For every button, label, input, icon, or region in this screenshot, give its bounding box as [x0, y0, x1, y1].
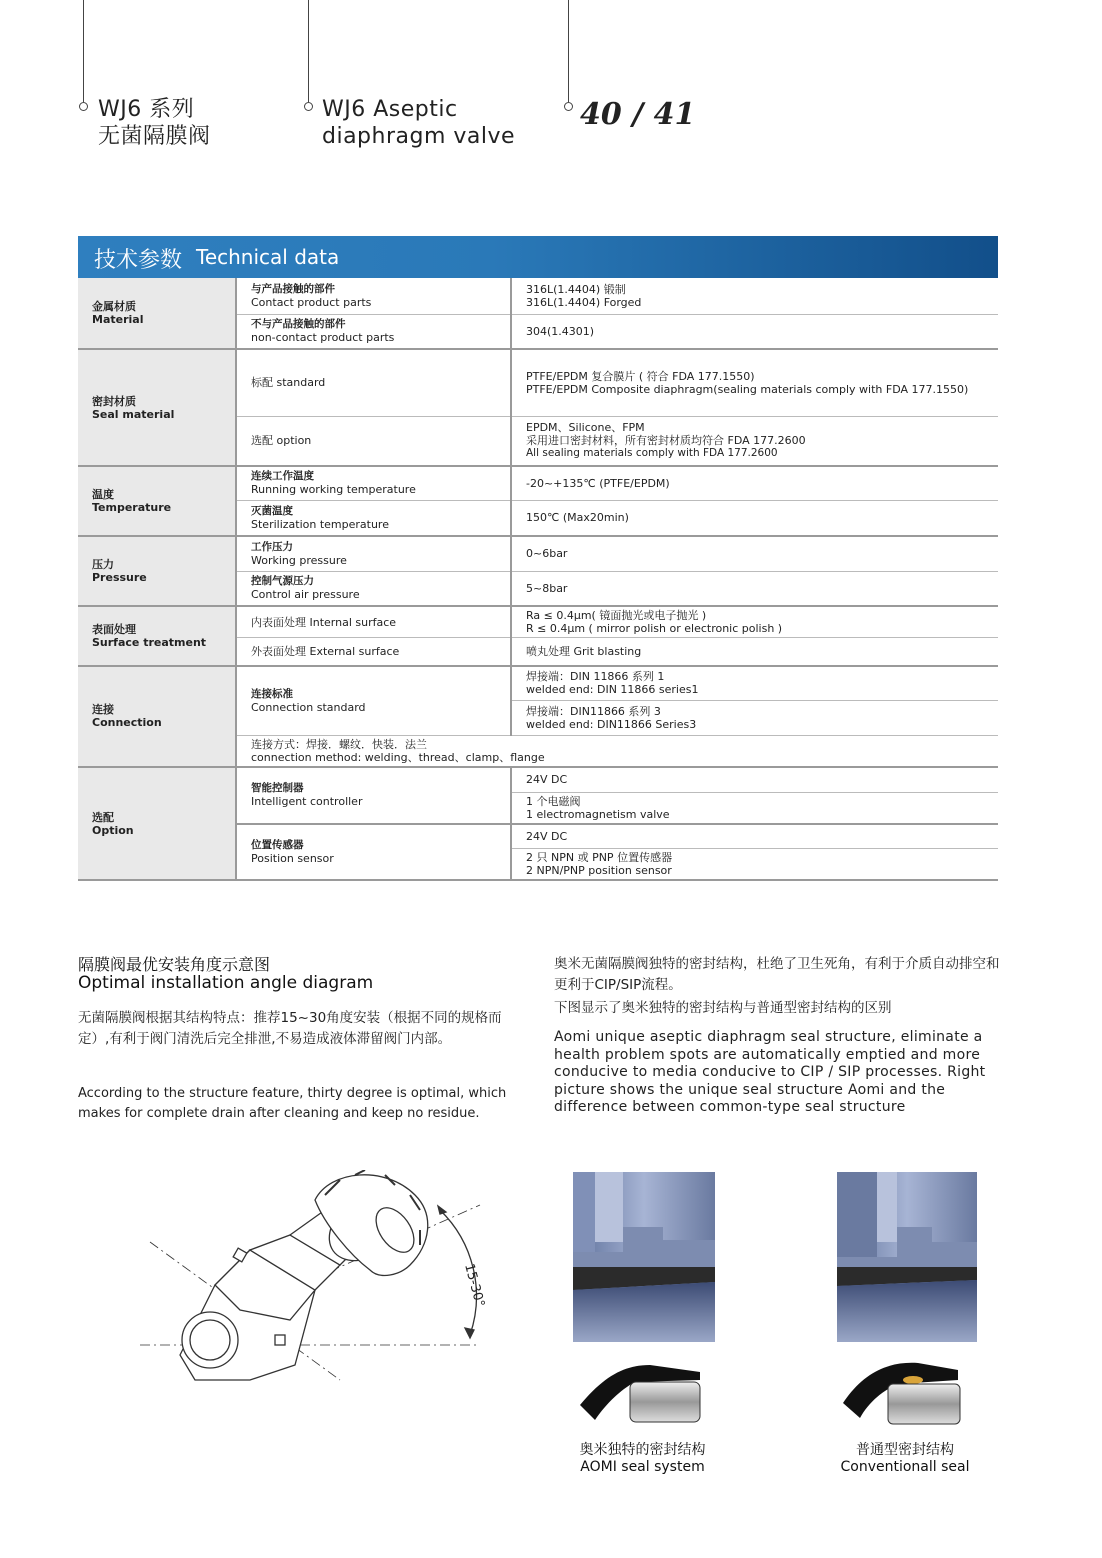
param-cell: 外表面处理 External surface — [236, 638, 511, 666]
param-cell: 内表面处理 Internal surface — [236, 606, 511, 638]
technical-data-banner — [78, 236, 998, 278]
right-paragraph-cn-1: 奥米无菌隔膜阀独特的密封结构，杜绝了卫生死角，有利于介质自动排空和更利于CIP/SIP流程。 — [554, 956, 1000, 993]
row-label-seal: 密封材质 Seal material — [78, 349, 236, 466]
header-dot-2 — [304, 102, 313, 111]
aomi-seal-cross-section — [573, 1172, 715, 1342]
connection-method-cell: 连接方式：焊接．螺纹．快装．法兰 connection method: welding、thread、clamp、flange — [236, 736, 998, 768]
param-cell: 选配 option — [236, 416, 511, 466]
aomi-seal-detail — [575, 1360, 705, 1425]
value-cell: 喷丸处理 Grit blasting — [511, 638, 998, 666]
value-cell: 1 个电磁阀 1 electromagnetism valve — [511, 792, 998, 824]
value-cell: 24V DC — [511, 824, 998, 849]
param-cell: 标配 standard — [236, 349, 511, 416]
param-cell: 连接标准 Connection standard — [236, 666, 511, 736]
row-label-connection: 连接 Connection — [78, 666, 236, 768]
angle-label: 15-30° — [461, 1262, 488, 1309]
row-label-surface: 表面处理 Surface treatment — [78, 606, 236, 666]
value-cell: -20~+135℃ (PTFE/EPDM) — [511, 466, 998, 500]
conventional-seal-caption: 普通型密封结构 Conventionall seal — [840, 1442, 970, 1475]
value-cell: 焊接端：DIN 11866 系列 1 welded end: DIN 11866 series1 — [511, 666, 998, 701]
value-cell: EPDM、Silicone、FPM 采用进口密封材料，所有密封材质均符合 FDA 177.2600 All sealing materials comply with FDA 177.2600 — [511, 416, 998, 466]
value-cell: Ra ≤ 0.4μm( 镜面抛光或电子抛光 ) R ≤ 0.4μm ( mirror polish or electronic polish ) — [511, 606, 998, 638]
header-line-1 — [83, 0, 84, 102]
row-label-pressure: 压力 Pressure — [78, 536, 236, 606]
header-line-2 — [308, 0, 309, 102]
right-paragraph-cn-2: 下图显示了奥米独特的密封结构与普通型密封结构的区别 — [554, 1000, 892, 1016]
param-cell: 灭菌温度 Sterilization temperature — [236, 500, 511, 536]
value-cell: 316L(1.4404) 锻制 316L(1.4404) Forged — [511, 278, 998, 314]
header-dot-1 — [79, 102, 88, 111]
aomi-seal-caption: 奥米独特的密封结构 AOMI seal system — [579, 1442, 706, 1475]
value-cell: 304(1.4301) — [511, 314, 998, 349]
right-paragraph-en: Aomi unique aseptic diaphragm seal structure, eliminate a health problem spots are automatically emptied and more conducive to media conducive to CIP / SIP processes. Right picture shows the unique seal structure Aomi and the difference between common-type seal structure — [554, 1029, 986, 1115]
series-title-en: WJ6 Aseptic diaphragm valve — [322, 97, 516, 149]
left-paragraph-cn: 无菌隔膜阀根据其结构特点：推荐15~30角度安装（根据不同的规格而定）,有利于阀门清洗后完全排泄,不易造成液体滞留阀门内部。 — [78, 1010, 502, 1047]
param-cell: 控制气源压力 Control air pressure — [236, 571, 511, 606]
banner-title-cn: 技术参数 — [94, 248, 183, 273]
value-cell: PTFE/EPDM 复合膜片 ( 符合 FDA 177.1550) PTFE/EPDM Composite diaphragm(sealing materials comply with FDA 177.1550) — [511, 349, 998, 416]
param-cell: 工作压力 Working pressure — [236, 536, 511, 571]
left-paragraph-en: According to the structure feature, thirty degree is optimal, which makes for complete drain after cleaning and keep no residue. — [78, 1086, 507, 1121]
row-label-option: 选配 Option — [78, 767, 236, 880]
banner-title-en: Technical data — [196, 245, 340, 269]
row-label-temperature: 温度 Temperature — [78, 466, 236, 536]
header-dot-3 — [564, 102, 573, 111]
param-cell: 不与产品接触的部件 non-contact product parts — [236, 314, 511, 349]
value-cell: 焊接端：DIN11866 系列 3 welded end: DIN11866 Series3 — [511, 701, 998, 736]
series-title-cn: WJ6 系列 无菌隔膜阀 — [98, 97, 211, 149]
value-cell: 150℃ (Max20min) — [511, 500, 998, 536]
value-cell: 2 只 NPN 或 PNP 位置传感器 2 NPN/PNP position sensor — [511, 849, 998, 881]
conventional-seal-cross-section — [837, 1172, 977, 1342]
value-cell: 0~6bar — [511, 536, 998, 571]
left-section-title: 隔膜阀最优安装角度示意图 Optimal installation angle diagram — [78, 955, 374, 993]
page-number: 40 / 41 — [580, 97, 696, 132]
value-cell: 5~8bar — [511, 571, 998, 606]
value-cell: 24V DC — [511, 767, 998, 792]
valve-angle-diagram — [140, 1170, 520, 1390]
param-cell: 位置传感器 Position sensor — [236, 824, 511, 881]
technical-data-table — [78, 278, 998, 881]
conventional-seal-detail — [838, 1358, 968, 1428]
row-label-material: 金属材质 Material — [78, 278, 236, 349]
param-cell: 与产品接触的部件 Contact product parts — [236, 278, 511, 314]
header-line-3 — [568, 0, 569, 102]
param-cell: 连续工作温度 Running working temperature — [236, 466, 511, 500]
param-cell: 智能控制器 Intelligent controller — [236, 767, 511, 824]
